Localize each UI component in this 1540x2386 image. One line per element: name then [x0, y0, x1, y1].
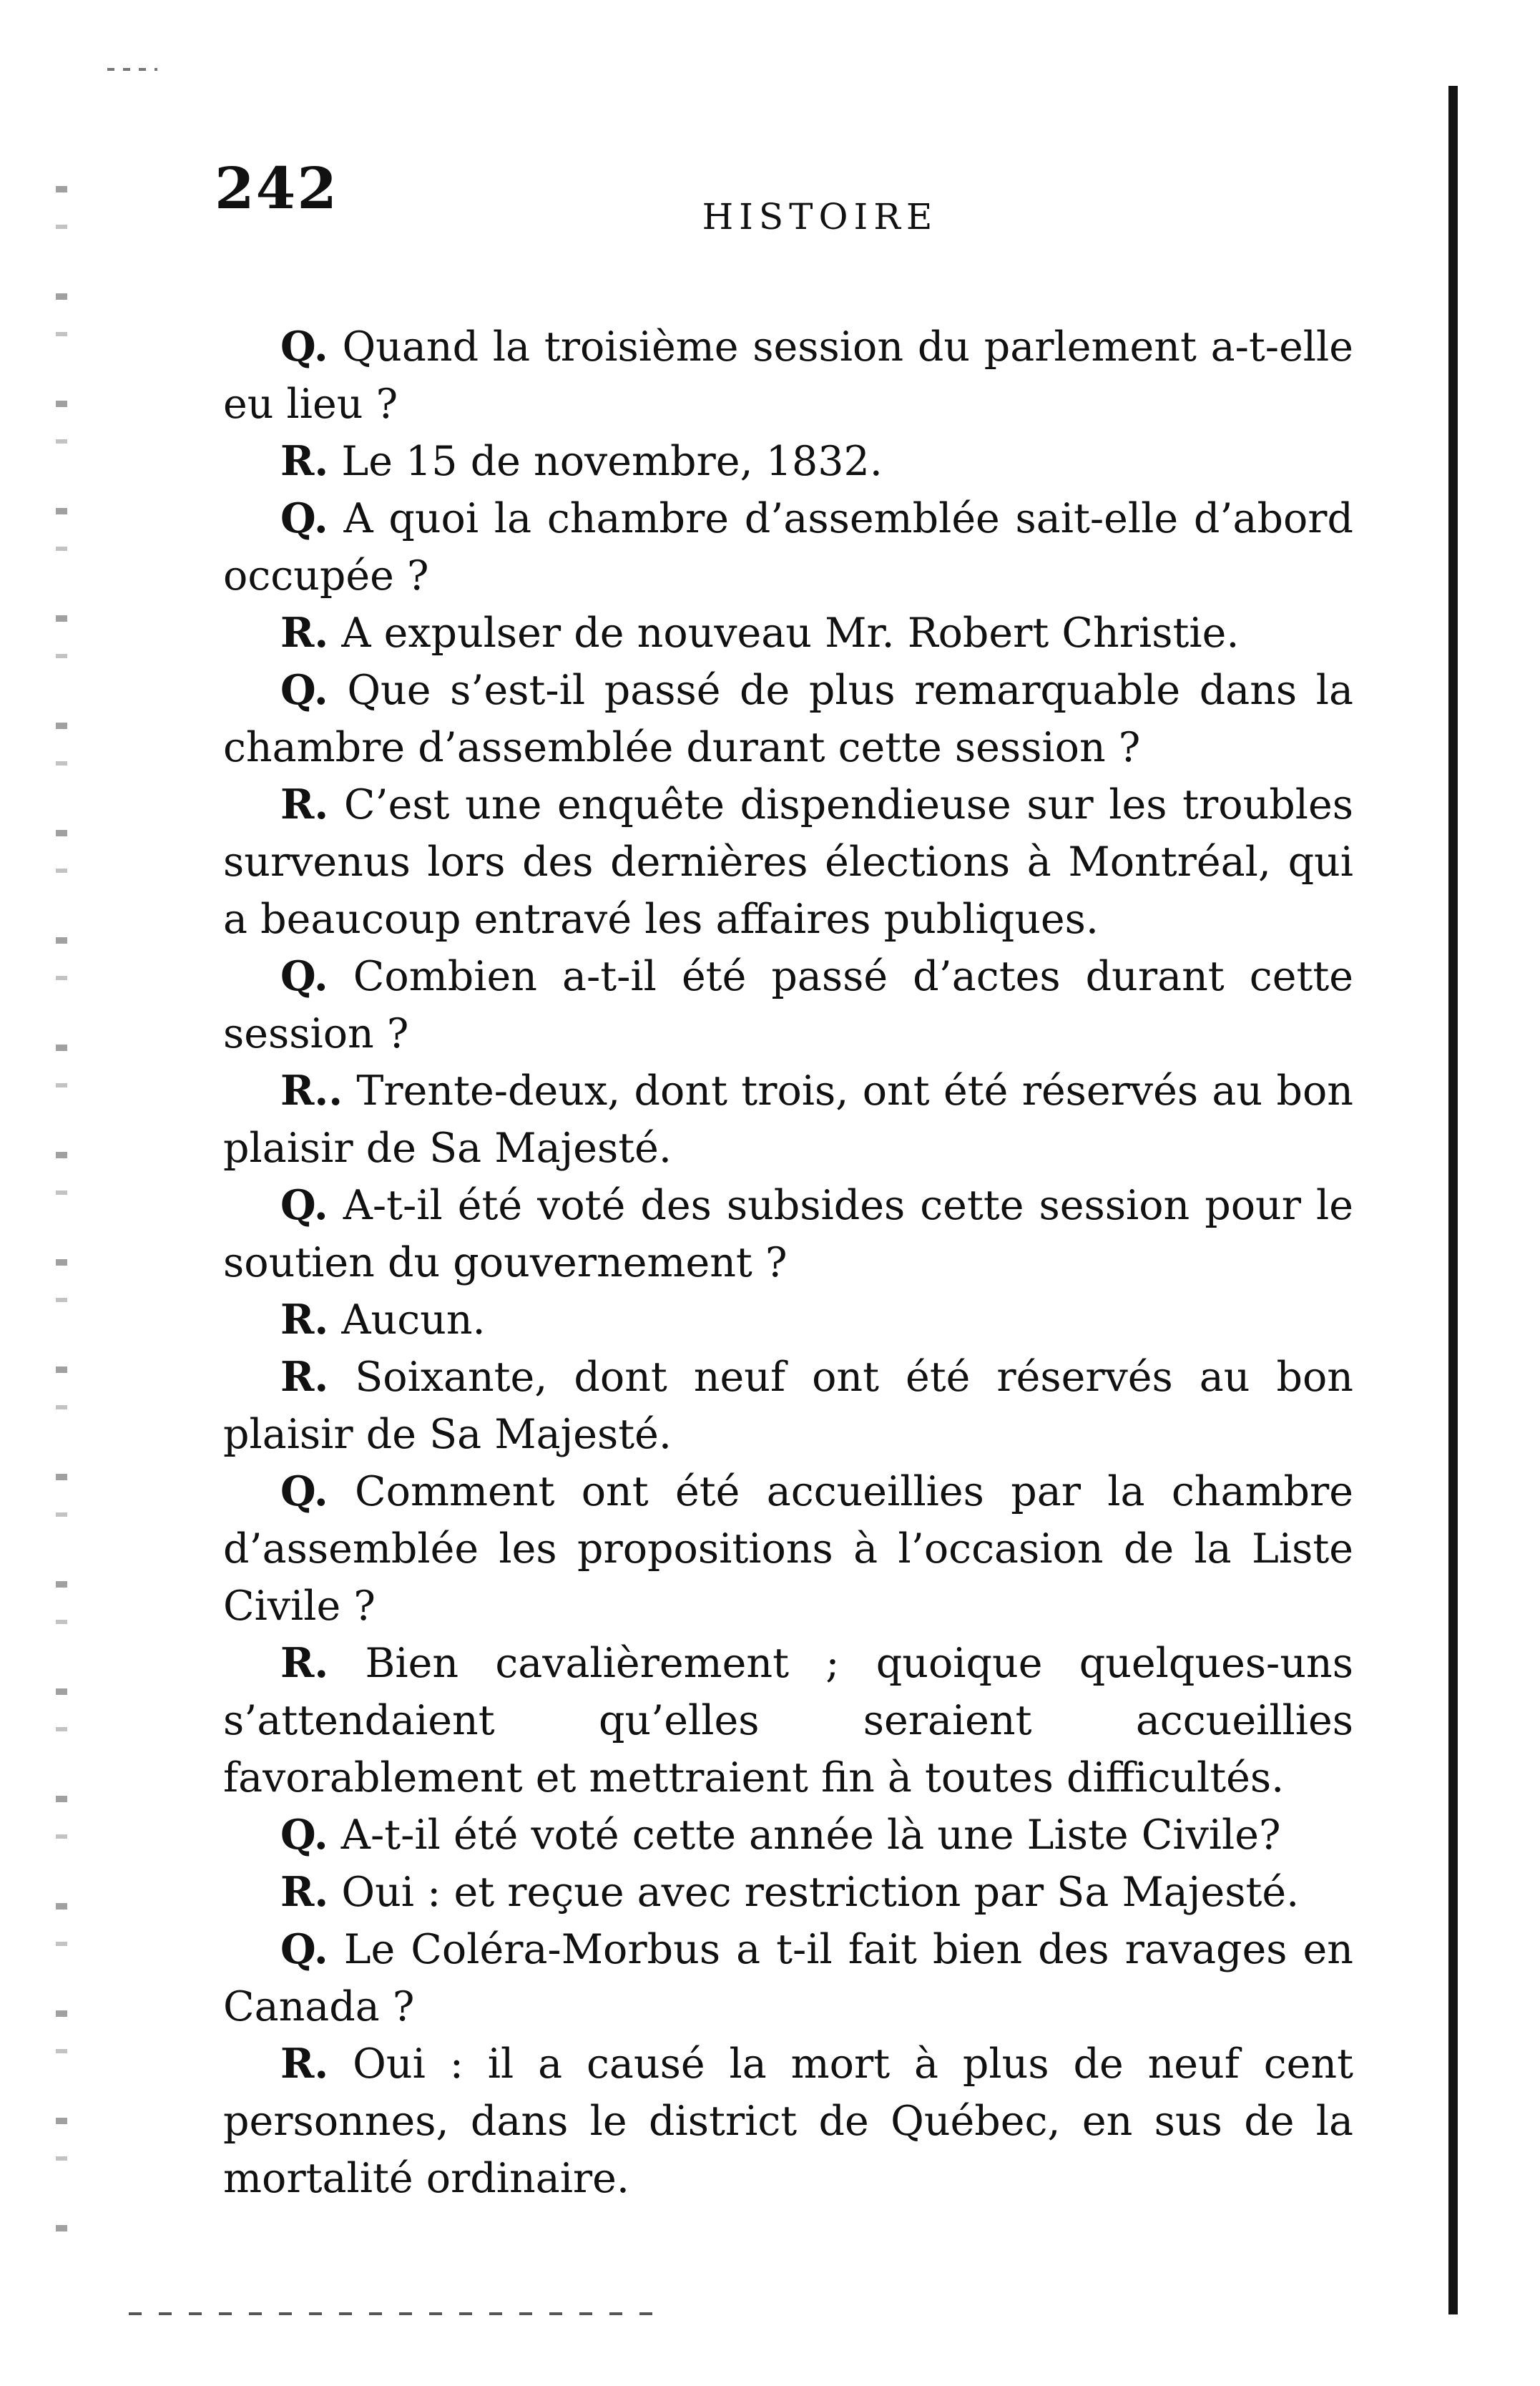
answer-6	[223, 1349, 1353, 1463]
page-number: 242	[215, 155, 338, 222]
paragraph-text: A-t-il été voté des subsides cette session pour le soutien du gouvernement ?	[223, 1182, 1353, 1286]
scan-mark-top	[107, 68, 157, 71]
speaker-label: Q.	[280, 494, 328, 542]
question-2	[223, 490, 1353, 605]
speaker-label: Q.	[280, 666, 328, 714]
question-3	[223, 662, 1353, 776]
answer-9	[223, 2035, 1353, 2207]
speaker-label: Q.	[280, 1811, 328, 1859]
paragraph-text: Comment ont été accueillies par la chambre d’assemblée les propositions à l’occasion de la Liste Civile ?	[223, 1468, 1353, 1630]
paragraph-text: Oui : et reçue avec restriction par Sa Majesté.	[341, 1869, 1300, 1916]
speaker-label: Q.	[280, 952, 328, 1000]
paragraph-text: Combien a-t-il été passé d’actes durant cette session ?	[223, 953, 1353, 1057]
speaker-label: R..	[280, 1067, 343, 1115]
answer-5	[223, 1291, 1353, 1349]
body-text	[223, 318, 1353, 2207]
answer-1	[223, 433, 1353, 490]
paragraph-text: Le Coléra-Morbus a t-il fait bien des ravages en Canada ?	[223, 1926, 1353, 2030]
speaker-label: R.	[280, 1868, 329, 1916]
paragraph-text: Trente-deux, dont trois, ont été réservés au bon plaisir de Sa Majesté.	[223, 1067, 1353, 1172]
answer-3	[223, 776, 1353, 948]
speaker-label: R.	[280, 437, 329, 485]
paragraph-text: A expulser de nouveau Mr. Robert Christie.	[341, 610, 1240, 657]
answer-4	[223, 1062, 1353, 1177]
question-4	[223, 948, 1353, 1062]
speaker-label: R.	[280, 2040, 329, 2088]
speaker-label: R.	[280, 609, 329, 657]
answer-2	[223, 605, 1353, 662]
question-6	[223, 1463, 1353, 1635]
paragraph-text: C’est une enquête dispendieuse sur les troubles survenus lors des dernières élections à Montréal, qui a beaucoup entravé les affaires publiques.	[223, 781, 1353, 943]
scan-mark-bottom	[129, 2312, 658, 2315]
paragraph-text: A quoi la chambre d’assemblée sait-elle d’abord occupée ?	[223, 495, 1353, 600]
speaker-label: Q.	[280, 1925, 328, 1973]
speaker-label: R.	[280, 1296, 329, 1344]
question-7	[223, 1806, 1353, 1864]
scan-specks-left	[56, 186, 67, 2261]
paragraph-text: Oui : il a causé la mort à plus de neuf cent personnes, dans le district de Québec, en sus de la mortalité ordinaire.	[223, 2040, 1353, 2202]
speaker-label: Q.	[280, 1181, 328, 1229]
paragraph-text: Quand la troisième session du parlement a-t-elle eu lieu ?	[223, 323, 1353, 428]
paragraph-text: Le 15 de novembre, 1832.	[341, 438, 883, 485]
scan-border-right	[1448, 86, 1458, 2314]
answer-8	[223, 1864, 1353, 1921]
speaker-label: R.	[280, 1639, 329, 1687]
paragraph-text: Soixante, dont neuf ont été réservés au bon plaisir de Sa Majesté.	[223, 1354, 1353, 1458]
question-5	[223, 1177, 1353, 1291]
running-head: HISTOIRE	[702, 196, 938, 238]
paragraph-text: Bien cavalièrement ; quoique quelques-uns s’attendaient qu’elles seraient accueillies favorablement et mettraient fin à toutes difficultés.	[223, 1640, 1353, 1801]
question-8	[223, 1921, 1353, 2035]
speaker-label: Q.	[280, 1467, 328, 1515]
speaker-label: R.	[280, 781, 329, 828]
answer-7	[223, 1635, 1353, 1806]
paragraph-text: Que s’est-il passé de plus remarquable dans la chambre d’assemblée durant cette session ?	[223, 667, 1353, 771]
question-1	[223, 318, 1353, 433]
paragraph-text: Aucun.	[341, 1296, 486, 1344]
paragraph-text: A-t-il été voté cette année là une Liste Civile?	[340, 1811, 1281, 1859]
speaker-label: R.	[280, 1353, 329, 1401]
speaker-label: Q.	[280, 323, 328, 371]
